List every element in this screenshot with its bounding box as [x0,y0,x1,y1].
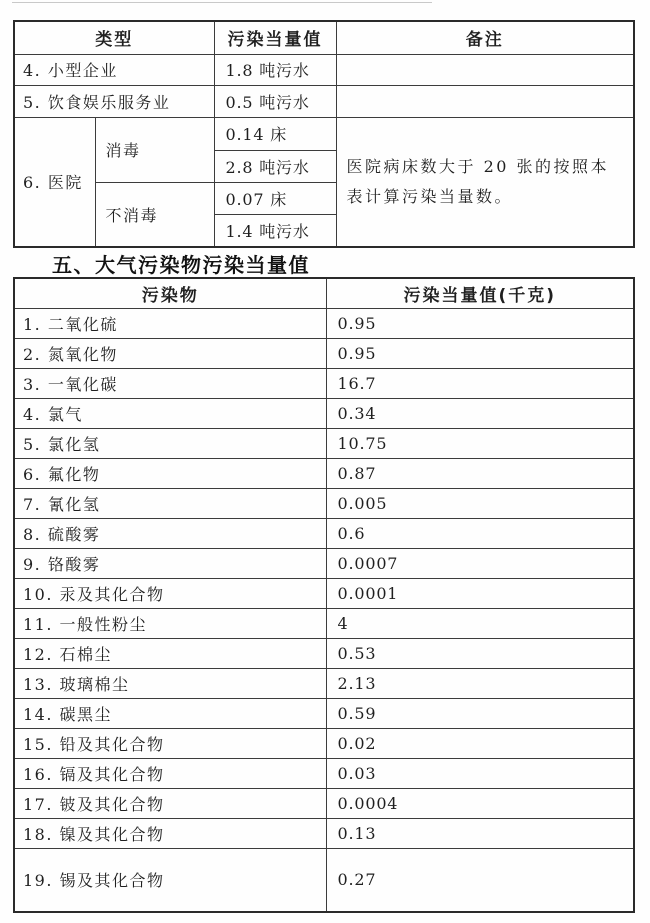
pollutant-cell: 7. 氰化氢 [14,488,326,518]
pollutant-cell: 11. 一般性粉尘 [14,608,326,638]
value-cell: 0.13 [326,818,634,848]
pollutant-cell: 1. 二氧化硫 [14,308,326,338]
water-pollution-equivalent-table [13,20,635,248]
pollutant-cell: 13. 玻璃棉尘 [14,668,326,698]
pollutant-cell: 3. 一氧化碳 [14,368,326,398]
type-cell: 5. 饮食娱乐服务业 [14,85,214,117]
table-row [14,117,634,150]
value-cell: 10.75 [326,428,634,458]
pollutant-cell: 8. 硫酸雾 [14,518,326,548]
table-row [14,368,634,398]
value-cell: 4 [326,608,634,638]
table-row [14,458,634,488]
cropped-table-edge [12,2,432,3]
table-row [14,518,634,548]
table-row [14,308,634,338]
pollutant-cell: 10. 汞及其化合物 [14,578,326,608]
table-row [14,578,634,608]
col-header-equivalent: 污染当量值(千克) [326,278,634,308]
table-row [14,638,634,668]
hospital-no-disinfect-cell: 不消毒 [95,182,214,247]
table-row [14,818,634,848]
pollutant-cell: 17. 铍及其化合物 [14,788,326,818]
pollutant-cell: 5. 氯化氢 [14,428,326,458]
value-cell: 0.59 [326,698,634,728]
table-header-row [14,278,634,308]
col-header-value: 污染当量值 [214,21,336,54]
value-cell: 2.13 [326,668,634,698]
pollutant-cell: 18. 镍及其化合物 [14,818,326,848]
table-row [14,848,634,912]
value-cell: 0.0004 [326,788,634,818]
pollutant-cell: 2. 氮氧化物 [14,338,326,368]
table-row [14,428,634,458]
value-cell: 0.87 [326,458,634,488]
col-header-type: 类型 [14,21,214,54]
table-row [14,608,634,638]
table-row [14,728,634,758]
remark-cell [336,54,634,85]
value-cell: 0.02 [326,728,634,758]
value-cell: 0.34 [326,398,634,428]
value-cell: 0.0001 [326,578,634,608]
table-row [14,338,634,368]
pollutant-cell: 15. 铅及其化合物 [14,728,326,758]
table-row [14,758,634,788]
pollutant-cell: 4. 氯气 [14,398,326,428]
pollutant-cell: 6. 氟化物 [14,458,326,488]
table-header-row [14,21,634,54]
value-cell: 0.5 吨污水 [214,85,336,117]
value-cell: 0.95 [326,308,634,338]
air-pollutant-equivalent-table [13,277,635,913]
col-header-pollutant: 污染物 [14,278,326,308]
hospital-disinfect-cell: 消毒 [95,117,214,182]
value-cell: 1.8 吨污水 [214,54,336,85]
table-row [14,548,634,578]
value-cell: 0.6 [326,518,634,548]
value-cell: 0.03 [326,758,634,788]
table-row [14,398,634,428]
table-row [14,85,634,117]
table-row [14,788,634,818]
pollutant-cell: 16. 镉及其化合物 [14,758,326,788]
value-cell: 0.53 [326,638,634,668]
hospital-remark-cell: 医院病床数大于 20 张的按照本表计算污染当量数。 [336,117,634,247]
value-cell: 0.005 [326,488,634,518]
table-row [14,54,634,85]
remark-cell [336,85,634,117]
hospital-type-cell: 6. 医院 [14,117,95,247]
col-header-remark: 备注 [336,21,634,54]
table-row [14,488,634,518]
value-cell: 0.07 床 [214,182,336,214]
value-cell: 16.7 [326,368,634,398]
pollutant-cell: 9. 铬酸雾 [14,548,326,578]
section-heading: 五、大气污染物污染当量值 [52,253,310,277]
value-cell: 0.0007 [326,548,634,578]
table-row [14,668,634,698]
value-cell: 0.95 [326,338,634,368]
value-cell: 0.14 床 [214,117,336,150]
value-cell: 0.27 [326,848,634,912]
value-cell: 1.4 吨污水 [214,214,336,247]
pollutant-cell: 14. 碳黑尘 [14,698,326,728]
pollutant-cell: 12. 石棉尘 [14,638,326,668]
value-cell: 2.8 吨污水 [214,150,336,182]
type-cell: 4. 小型企业 [14,54,214,85]
table-row [14,698,634,728]
pollutant-cell: 19. 锡及其化合物 [14,848,326,912]
